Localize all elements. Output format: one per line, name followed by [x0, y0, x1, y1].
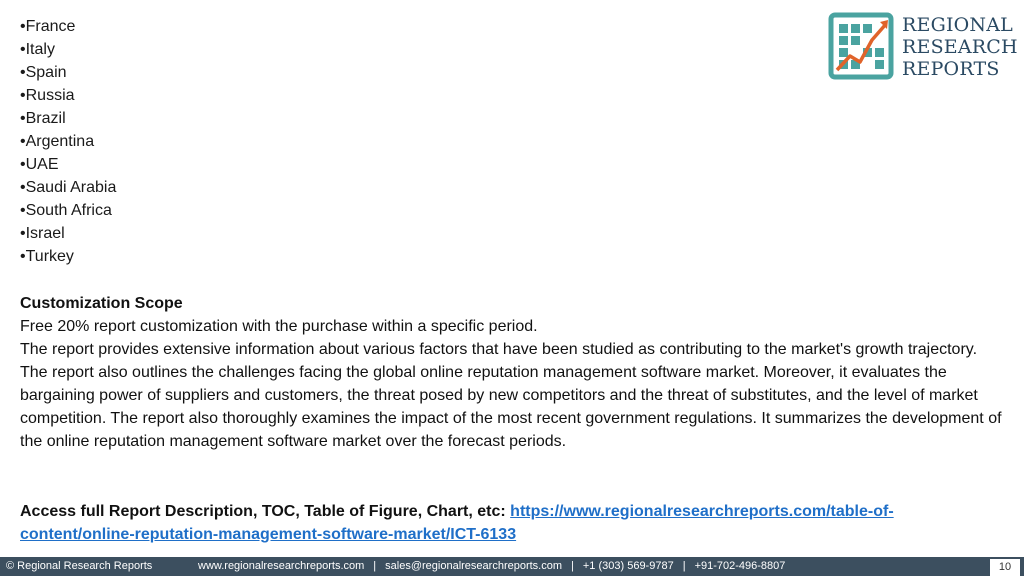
footer-email[interactable]: sales@regionalresearchreports.com: [385, 560, 563, 572]
list-item: • Saudi Arabia: [20, 176, 116, 199]
footer-copyright: © Regional Research Reports: [6, 560, 153, 572]
section-heading: Customization Scope: [20, 295, 183, 312]
customization-section: [20, 292, 1005, 453]
separator: |: [682, 560, 686, 572]
list-item: • Italy: [20, 38, 116, 61]
logo-line: RESEARCH: [902, 36, 1018, 58]
list-item: • South Africa: [20, 199, 116, 222]
report-link[interactable]: https://www.regionalresearchreports.com/table-of-content/online-reputation-management-software-market/ICT-6133: [20, 503, 894, 543]
list-item: • Russia: [20, 84, 116, 107]
logo-line: REGIONAL: [902, 14, 1013, 36]
footer-contacts: [198, 557, 785, 576]
country-list: [20, 15, 116, 268]
customization-note: Free 20% report customization with the purchase within a specific period.: [20, 318, 538, 335]
logo-text: [902, 14, 1018, 80]
company-logo: [828, 12, 1018, 82]
list-item: • Brazil: [20, 107, 116, 130]
separator: |: [373, 560, 377, 572]
chart-logo-icon: [828, 12, 894, 80]
footer-phone: +91-702-496-8807: [694, 560, 786, 572]
list-item: • Turkey: [20, 245, 116, 268]
list-item: • UAE: [20, 153, 116, 176]
access-label: Access full Report Description, TOC, Table of Figure, Chart, etc:: [20, 503, 506, 520]
footer-website[interactable]: www.regionalresearchreports.com: [198, 560, 365, 572]
description-paragraph: The report provides extensive information about various factors that have been studied as contributing to the market's growth trajectory. The report also outlines the challenges facing the global online reputation management software market. Moreover, it evaluates the bargaining power of suppliers and customers, the threat posed by new competitors and the threat of substitutes, and the level of market competition. The report also thoroughly examines the impact of the most recent government regulations. It summarizes the development of the online reputation management software market over the forecast periods.: [20, 341, 1002, 450]
separator: |: [571, 560, 574, 572]
list-item: • Israel: [20, 222, 116, 245]
list-item: • Spain: [20, 61, 116, 84]
logo-line: REPORTS: [902, 58, 1000, 80]
access-section: [20, 500, 1005, 546]
footer-phone: +1 (303) 569-9787: [582, 560, 674, 572]
page-number: 10: [990, 559, 1020, 576]
list-item: • France: [20, 15, 116, 38]
footer-bar: [0, 557, 1024, 576]
list-item: • Argentina: [20, 130, 116, 153]
